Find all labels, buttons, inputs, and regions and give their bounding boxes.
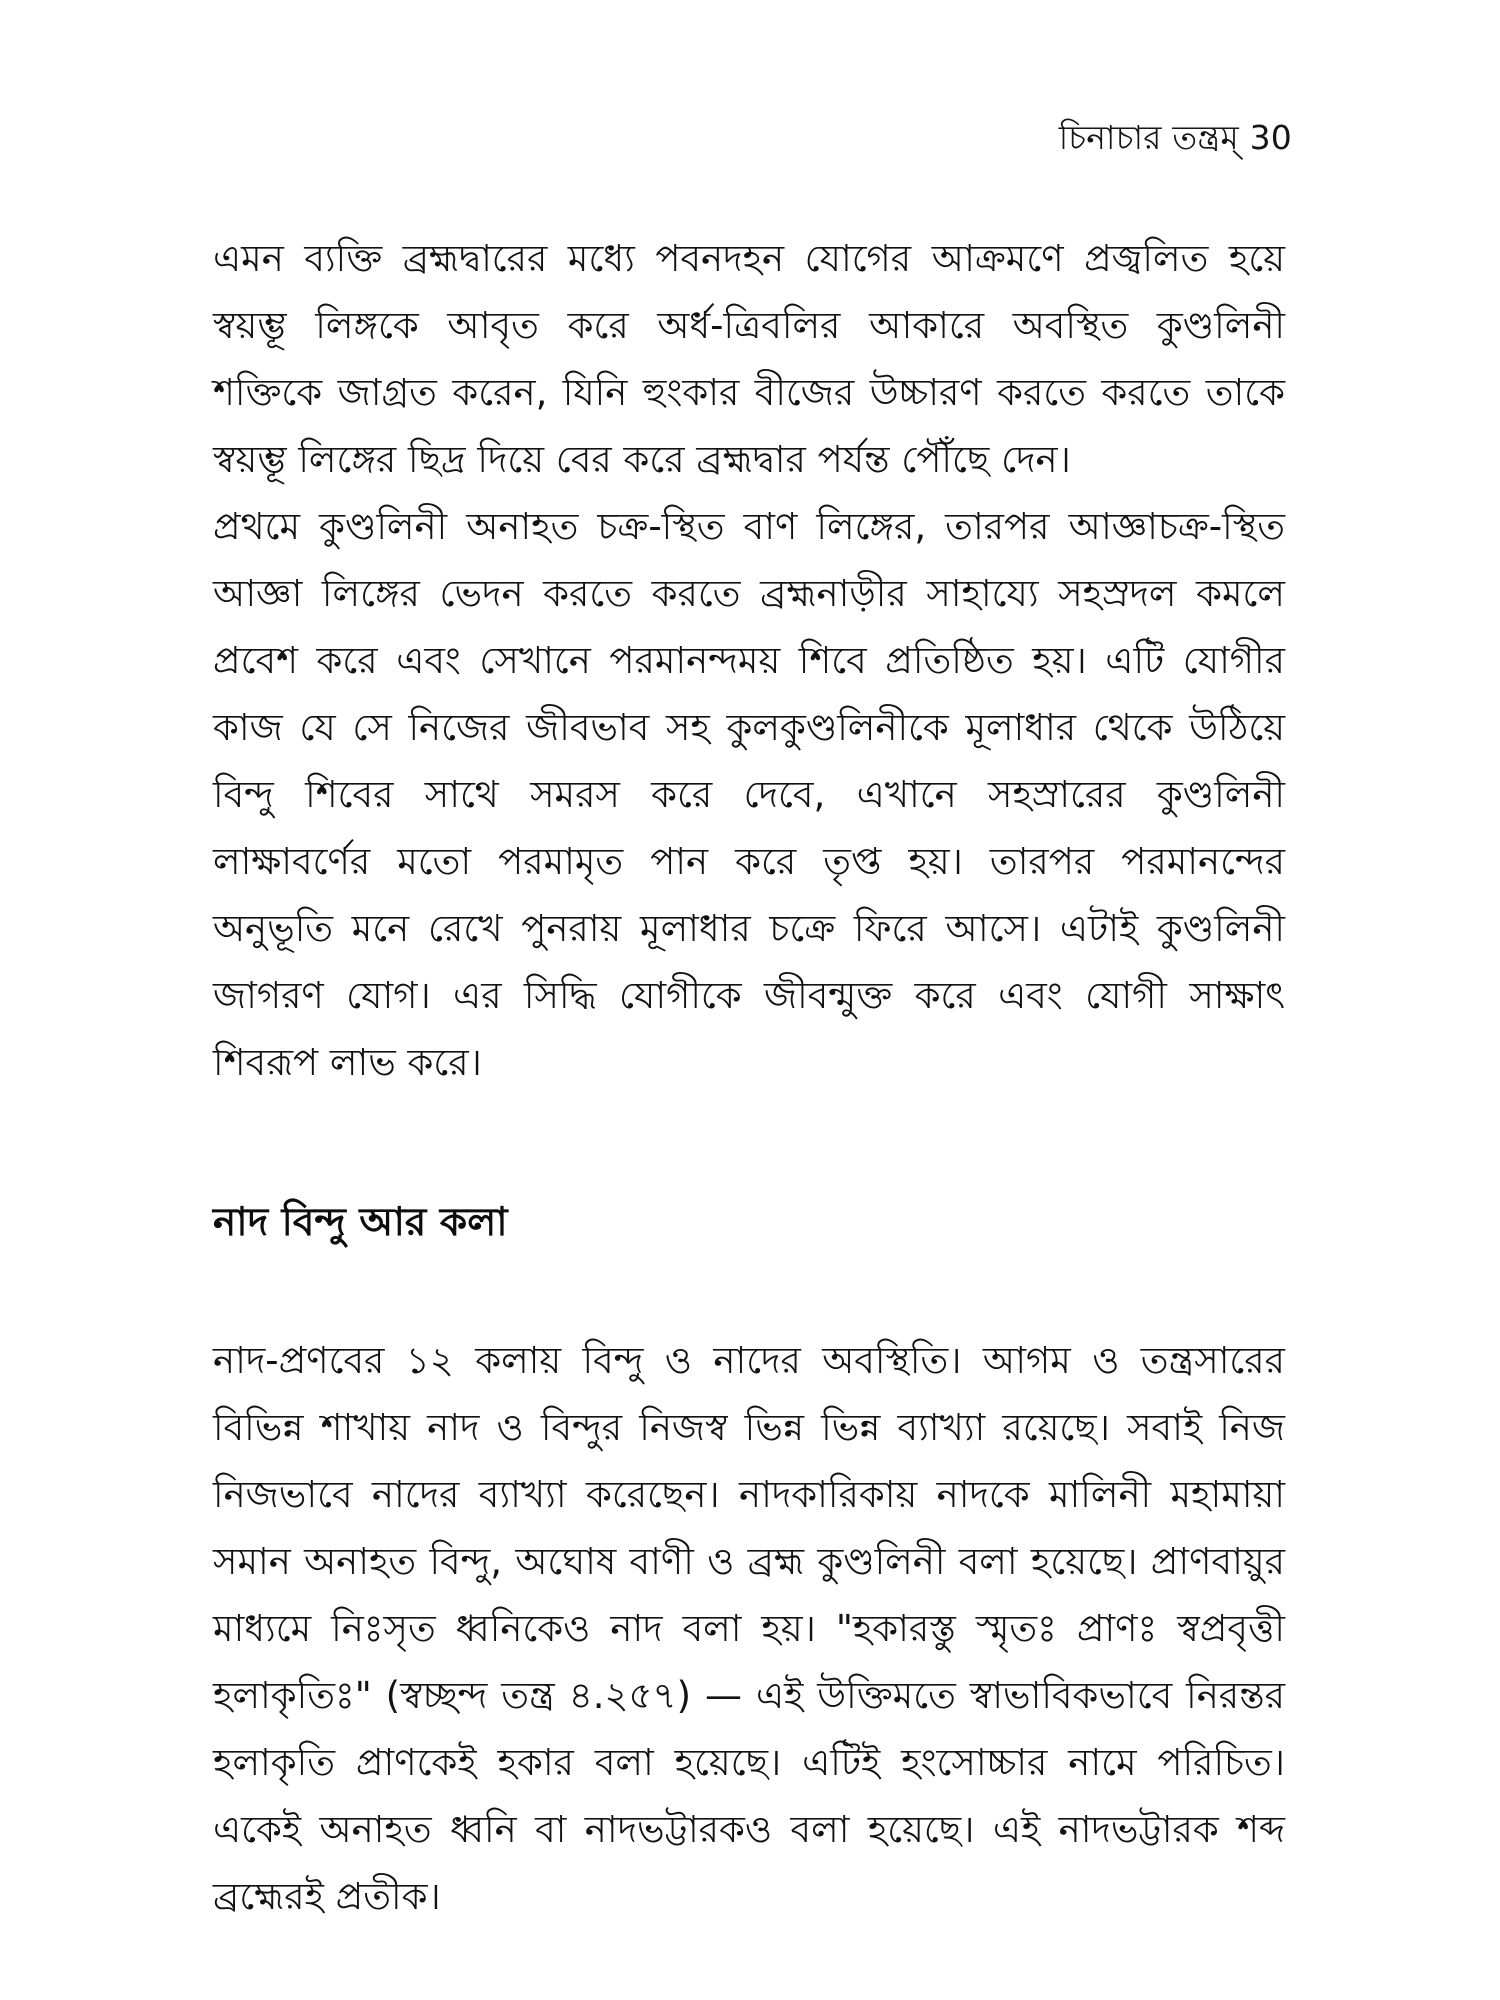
paragraph: প্রথমে কুণ্ডলিনী অনাহত চক্র-স্থিত বাণ লিঙ্গের, তারপর আজ্ঞাচক্র-স্থিত আজ্ঞা লিঙ্গের ভেদন করতে করতে ব্রহ্মনাড়ীর সাহায্যে সহস্রদল কমলে প্রবেশ করে এবং সেখানে পরমানন্দময় শিবে প্রতিষ্ঠিত হয়। এটি যোগীর কাজ যে সে নিজের জীবভাব সহ কুলকুণ্ডলিনীকে মূলাধার থেকে উঠিয়ে বিন্দু শিবের সাথে সমরস করে দেবে, এখানে সহস্রারের কুণ্ডলিনী লাক্ষাবর্ণের মতো পরমামৃত পান করে তৃপ্ত হয়। তারপর পরমানন্দের অনুভূতি মনে রেখে পুনরায় মূলাধার চক্রে ফিরে আসে। এটাই কুণ্ডলিনী জাগরণ যোগ। এর সিদ্ধি যোগীকে জীবন্মুক্ত করে এবং যোগী সাক্ষাৎ শিবরূপ লাভ করে। <box>213 505 1285 1084</box>
paragraph: নাদ-প্রণবের ১২ কলায় বিন্দু ও নাদের অবস্থিতি। আগম ও তন্ত্রসারের বিভিন্ন শাখায় নাদ ও বিন্দুর নিজস্ব ভিন্ন ভিন্ন ব্যাখ্যা রয়েছে। সবাই নিজ নিজভাবে নাদের ব্যাখ্যা করেছেন। নাদকারিকায় নাদকে মালিনী মহামায়া সমান অনাহত বিন্দু, অঘোষ বাণী ও ব্রহ্ম কুণ্ডলিনী বলা হয়েছে। প্রাণবায়ুর মাধ্যমে নিঃসৃত ধ্বনিকেও নাদ বলা হয়। "হকারস্তু স্মৃতঃ প্রাণঃ স্বপ্রবৃত্তী হলাকৃতিঃ" (স্বচ্ছন্দ তন্ত্র ৪.২৫৭) — এই উক্তিমতে স্বাভাবিকভাবে নিরন্তর হলাকৃতি প্রাণকেই হকার বলা হয়েছে। এটিই হংসোচ্চার নামে পরিচিত। একেই অনাহত ধ্বনি বা নাদভট্টারকও বলা হয়েছে। এই নাদভট্টারক শব্দ ব্রহ্মেরই প্রতীক। <box>213 1339 1285 1918</box>
paragraph: এমন ব্যক্তি ব্রহ্মদ্বারের মধ্যে পবনদহন যোগের আক্রমণে প্রজ্বলিত হয়ে স্বয়ম্ভূ লিঙ্গকে আবৃত করে অর্ধ-ত্রিবলির আকারে অবস্থিত কুণ্ডলিনী শক্তিকে জাগ্রত করেন, যিনি হুংকার বীজের উচ্চারণ করতে করতে তাকে স্বয়ম্ভূ লিঙ্গের ছিদ্র দিয়ে বের করে ব্রহ্মদ্বার পর্যন্ত পৌঁছে দেন। <box>213 237 1285 481</box>
section-two-body <box>213 1327 1285 1930</box>
section-heading: নাদ বিন্দু আর কলা <box>213 1200 508 1245</box>
running-header: চিনাচার তন্ত্রম্ 30 <box>1058 118 1292 157</box>
section-one-body <box>213 225 1285 1096</box>
